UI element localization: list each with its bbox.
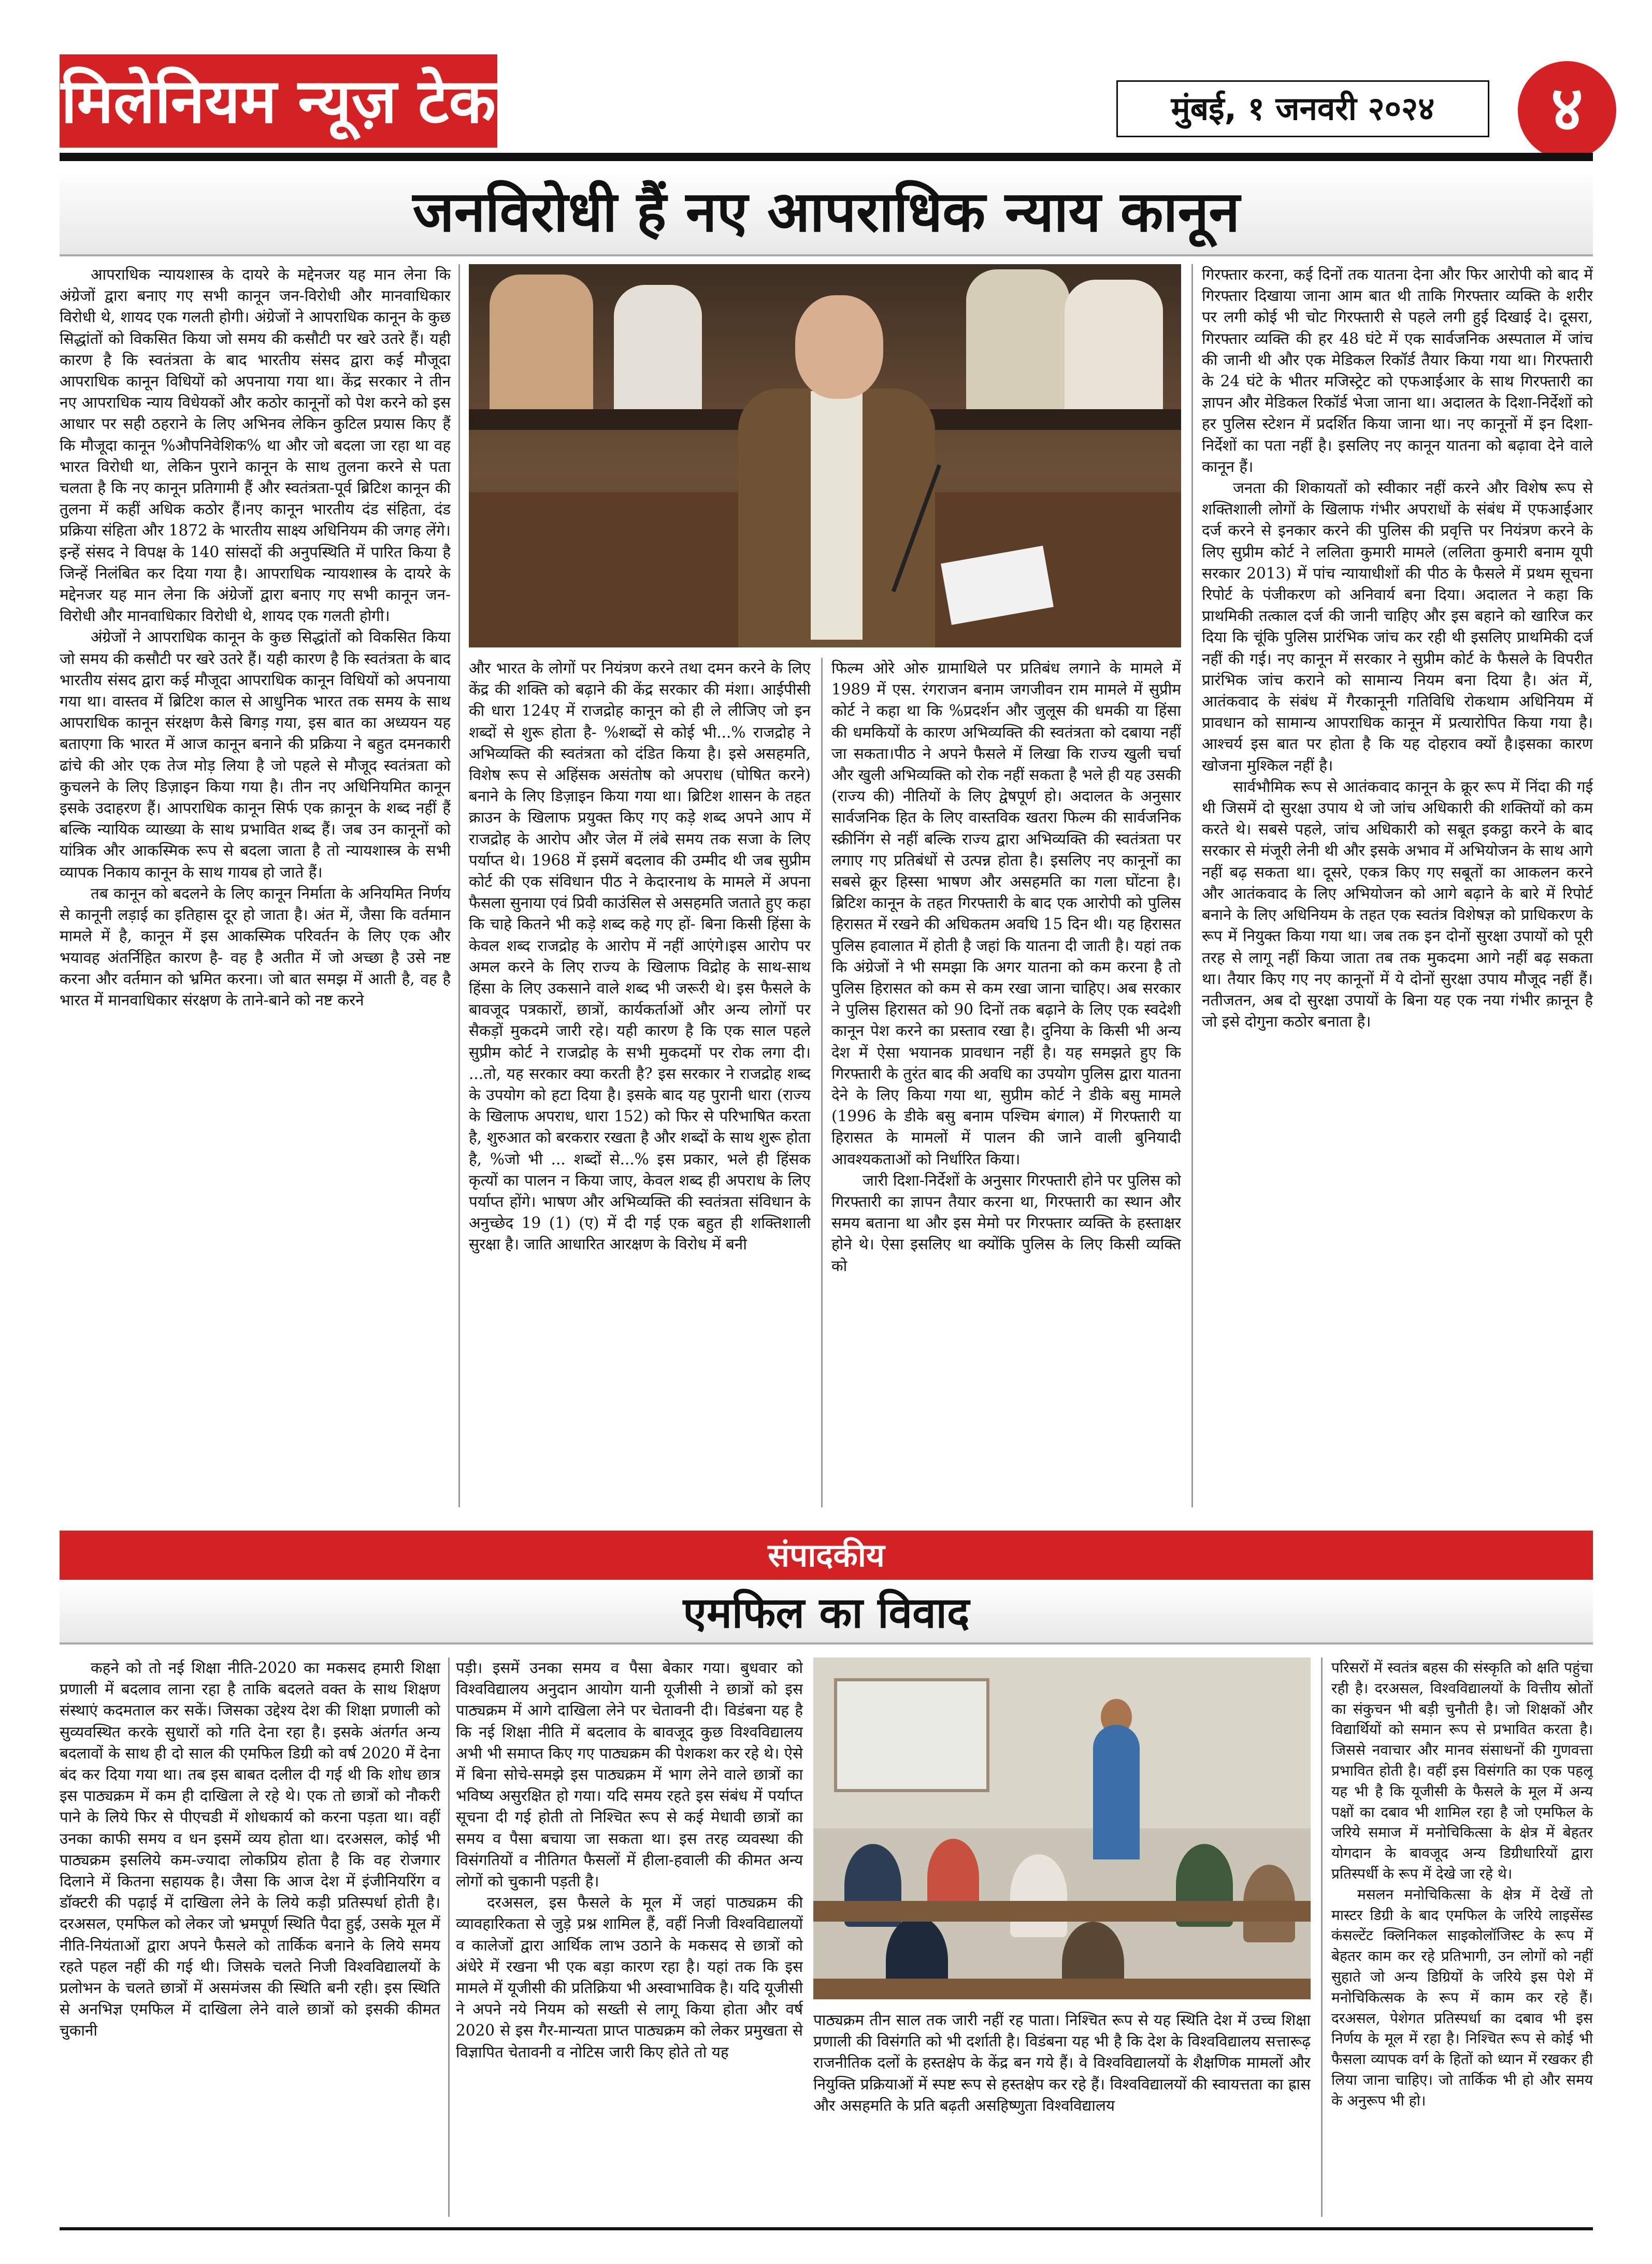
editorial-column-2 [456,1657,803,2217]
lead-headline-bar [60,168,1593,256]
column-rule [1321,1657,1323,2217]
lead-paragraph: अंग्रेजों ने आपराधिक कानून के कुछ सिद्धांतों को विकसित किया जो समय की कसौटी पर खरे उतरे हैं। यही कारण है कि स्वतंत्रता के बाद भारतीय संसद द्वारा कई मौजूदा आपराधिक कानून विधियों को अपनाया गया था। वास्तव में ब्रिटिश काल से आधुनिक भारत तक समय के साथ आपराधिक कानून संरक्षण कैसे बिगड़ गया, इस बात का अध्ययन यह बताएगा कि भारत में आज कानून बनाने की प्रक्रिया ने बहुत दमनकारी ढांचे की ओर एक तेज मोड़ लिया है जो पहले से मौजूद स्वतंत्रता को कुचलने के लिए डिज़ाइन किया गया है। तीन नए अधिनियमित कानून इसके उदाहरण हैं। आपराधिक कानून सिर्फ एक क़ानून के शब्द नहीं हैं बल्कि न्यायिक व्याख्या के साथ प्रभावित शब्द हैं। जब उन कानूनों को यांत्रिक और आकस्मिक रूप से बदला जाता है तो न्यायशास्त्र के सभी व्यापक निकाय कानून के साथ गायब हो जाते हैं। [60,628,451,881]
classroom-desk [813,1979,1311,1999]
lead-column-4 [1202,264,1593,1507]
lead-paragraph: जनता की शिकायतों को स्वीकार नहीं करने और विशेष रूप से शक्तिशाली लोगों के खिलाफ गंभीर अपराधों के संबंध में एफआईआर दर्ज करने से इनकार करने की पुलिस की प्रवृत्ति पर नियंत्रण करने के लिए सुप्रीम कोर्ट ने ललिता कुमारी मामले (ललिता कुमारी बनाम यूपी सरकार 2013) में पांच न्यायाधीशों की पीठ के फैसले में प्रथम सूचना रिपोर्ट के पंजीकरण को अनिवार्य बना दिया। अदालत ने कहा कि प्राथमिकी तत्काल दर्ज की जानी चाहिए और इस बहाने को खारिज कर दिया कि चूंकि पुलिस प्रारंभिक जांच कर रही थी इसलिए प्राथमिकी दर्ज नहीं की गई। नए कानून में सरकार ने सुप्रीम कोर्ट के फैसले के विपरीत प्रारंभिक जांच कराने को सामान्य नियम बना दिया है। अंत में, आतंकवाद के संबंध में गैरकानूनी गतिविधि रोकथाम अधिनियम में प्रावधान को सामान्य आपराधिक कानून में प्रत्यारोपित किया गया है। आश्चर्य इस बात पर होता है कि यह दोहराव क्यों है।इसका कारण खोजना मुश्किल नहीं है। [1202,479,1593,774]
section-label-text: लेख [816,57,932,147]
photo-person [490,275,593,430]
page-number: ४ [1518,61,1616,160]
masthead [0,0,1652,155]
editorial-column-1 [60,1657,440,2217]
masthead-rule [60,153,1593,161]
editorial-column-3 [813,2010,1311,2217]
teacher [1093,1725,1140,1859]
lead-headline: जनविरोधी हैं नए आपराधिक न्याय कानून [412,180,1240,244]
lead-paragraph: जारी दिशा-निर्देशों के अनुसार गिरफ्तारी होने पर पुलिस को गिरफ्तारी का ज्ञापन तैयार करना था, गिरफ्तारी का स्थान और समय बताना था और इस मेमो पर गिरफ्तार व्यक्ति के हस्ताक्षर होने थे। ऐसा इसलिए था क्योंकि पुलिस के लिए किसी व्यक्ति को [831,1171,1181,1275]
lead-paragraph: आपराधिक न्यायशास्त्र के दायरे के मद्देनजर यह मान लेना कि अंग्रेजों द्वारा बनाए गए सभी कानून जन-विरोधी और मानवाधिकार विरोधी थे, शायद एक गलती होगी। अंग्रेजों ने आपराधिक कानून के कुछ सिद्धांतों को विकसित किया जो समय की कसौटी पर खरे उतरे हैं। यही कारण है कि स्वतंत्रता के बाद भारतीय संसद द्वारा कई मौजूदा आपराधिक कानून विधियों को अपनाया गया था। केंद्र सरकार ने तीन नए आपराधिक न्याय विधेयकों और कठोर कानूनों को पेश करने को इस आधार पर सही ठहराने के लिए अभिनव लेकिन कुटिल प्रयास किए हैं कि मौजूदा कानून %औपनिवेशिक% था और जो बदला जा रहा था वह भारत विरोधी था, लेकिन पुराने कानून के साथ तुलना करने से पता चलता है कि नए कानून प्रतिगामी हैं और स्वतंत्रता-पूर्व ब्रिटिश कानून की तुलना में कहीं अधिक कठोर हैं।नए कानून भारतीय दंड संहिता, दंड प्रक्रिया संहिता और 1872 के भारतीय साक्ष्य अधिनियम की जगह लेंगे। इन्हें संसद ने विपक्ष के 140 सांसदों की अनुपस्थिति में पारित किया है जिन्हें निलंबित कर दिया गया है। आपराधिक न्यायशास्त्र के दायरे के मद्देनजर यह मान लेना कि अंग्रेजों द्वारा बनाए गए सभी कानून जन-विरोधी और मानवाधिकार विरोधी थे, शायद एक गलती होगी। [60,266,451,625]
newspaper-brand: मिलेनियम न्यूज़ टेक [60,54,497,148]
editorial-headline: एमफिल का विवाद [683,1589,970,1638]
editorial-band [60,1531,1593,1580]
photo-person [1065,280,1163,425]
editorial-paragraph: पाठ्यक्रम तीन साल तक जारी नहीं रह पाता। निश्चित रूप से यह स्थिति देश में उच्च शिक्षा प्रणाली की विसंगति को भी दर्शाती है। विडंबना यह भी है कि देश के विश्वविद्यालय सत्तारूढ़ राजनीतिक दलों के हस्तक्षेप के केंद्र बन गये हैं। वे विश्वविद्यालयों के शैक्षणिक मामलों और नियुक्ति प्रक्रियाओं में स्पष्ट रूप से हस्तक्षेप कर रहे हैं। विश्वविद्यालयों की स्वायत्तता का ह्रास और असहमति के प्रति बढ़ती असहिष्णुता विश्वविद्यालय [813,2011,1311,2114]
editorial-paragraph: परिसरों में स्वतंत्र बहस की संस्कृति को क्षति पहुंचा रही है। दरअसल, विश्वविद्यालयों के वित्तीय स्रोतों का संकुचन भी बड़ी चुनौती है। जो शिक्षकों और विद्यार्थियों को समान रूप से प्रभावित करता है। जिससे नवाचार और मानव संसाधनों की गुणवत्ता प्रभावित होती है। वहीं इस विसंगति का एक पहलू यह भी है कि यूजीसी के फैसले के मूल में अन्य पक्षों का दबाव भी शामिल रहा है जो एमफिल के जरिये समाज में मनोचिकित्सा के क्षेत्र में बेहतर योगदान के बावजूद अन्य डिग्रीधारियों द्वारा प्रतिस्पर्धी के रूप में देखे जा रहे थे। [1331,1659,1593,1882]
lead-column-2 [469,658,811,1507]
lead-paragraph: फिल्म ओरे ओरु ग्रामाथिले पर प्रतिबंध लगाने के मामले में 1989 में एस. रंगराजन बनाम जगजीवन राम मामले में सुप्रीम कोर्ट ने कहा था कि %प्रदर्शन और जुलूस की धमकी या हिंसा की धमकियों के कारण अभिव्यक्ति की स्वतंत्रता को दबाया नहीं जा सकता।पीठ ने अपने फैसले में लिखा कि राज्य खुली चर्चा और खुली अभिव्यक्ति को रोक नहीं सकता है भले ही यह उसकी (राज्य की) नीतियों के लिए द्वेषपूर्ण हो। अदालत के अनुसार सार्वजनिक हित के लिए वास्तविक खतरा फिल्म की सार्वजनिक स्क्रीनिंग से नहीं बल्कि राज्य द्वारा अभिव्यक्ति की स्वतंत्रता पर लगाए गए प्रतिबंधों से उत्पन्न होता है। इसलिए नए कानूनों का सबसे क्रूर हिस्सा भाषण और असहमति का गला घोंटना है। ब्रिटिश कानून के तहत गिरफ्तारी के बाद एक आरोपी को पुलिस हिरासत में रखने की अधिकतम अवधि 15 दिन थी। यह हिरासत पुलिस हवालात में होती है जहां कि यातना दी जाती है। यहां तक कि अंग्रेजों ने भी समझा कि अगर यातना को कम करना है तो पुलिस हिरासत को कम से कम रखा जाना चाहिए। अब सरकार ने पुलिस हिरासत को 90 दिनों तक बढ़ाने के लिए एक स्वदेशी कानून पेश करने का प्रस्ताव रखा है। दुनिया के किसी भी अन्य देश में ऐसा भयानक प्रावधान नहीं है। यह समझते हुए कि गिरफ्तारी के तुरंत बाद की अवधि का उपयोग पुलिस द्वारा यातना देने के लिए किया गया था, सुप्रीम कोर्ट ने डीके बसु मामले (1996 के डीके बसु बनाम पश्चिम बंगाल) में गिरफ्तारी या हिरासत के मामलों में पालन की जाने वाली बुनियादी आवश्यकताओं को निर्धारित किया। [831,659,1181,1168]
lead-paragraph: और भारत के लोगों पर नियंत्रण करने तथा दमन करने के लिए केंद्र की शक्ति को बढ़ाने की केंद्र सरकार की मंशा। आईपीसी की धारा 124ए में राजद्रोह कानून को ही ले लीजिए जो इन शब्दों से शुरू होता है- %शब्दों से कोई भी...% राजद्रोह ने अभिव्यक्ति की स्वतंत्रता को दंडित किया है। इसे असहमति, विशेष रूप से अहिंसक असंतोष को अपराध (घोषित करने) बनाने के लिए डिज़ाइन किया गया था। ब्रिटिश शासन के तहत क्राउन के खिलाफ प्रयुक्त किए गए कड़े शब्द अपने आप में राजद्रोह के आरोप और जेल में लंबे समय तक सजा के लिए पर्याप्त थे। 1968 में इसमें बदलाव की उम्मीद थी जब सुप्रीम कोर्ट की एक संविधान पीठ ने केदारनाथ के मामले में अपना फैसला सुनाया एवं प्रिवी काउंसिल से असहमति जताते हुए कहा कि चाहे कितने भी कड़े शब्द कहे गए हों- बिना किसी हिंसा के केवल शब्द राजद्रोह के आरोप में नहीं आएंगे।इस आरोप पर अमल करने के लिए राज्य के खिलाफ विद्रोह के साथ-साथ हिंसा के लिए उकसाने वाले शब्द भी जरूरी थे। इस फैसले के बावजूद पत्रकारों, छात्रों, कार्यकर्ताओं और अन्य लोगों पर सैकड़ों मुकदमे जारी रहे। यही कारण है कि एक साल पहले सुप्रीम कोर्ट ने राजद्रोह के सभी मुकदमों पर रोक लगा दी। ...तो, यह सरकार क्या करती है? इस सरकार ने राजद्रोह शब्द के उपयोग को हटा दिया है। इसके बाद यह पुरानी धारा (राज्य के खिलाफ अपराध, धारा 152) को फिर से परिभाषित करता है, शुरुआत को बरकरार रखता है और शब्दों के साथ शुरू होता है, %जो भी ... शब्दों से...% इस प्रकार, भले ही हिंसक कृत्यों का पालन न किया जाए, केवल शब्द ही अपराध के लिए पर्याप्त होंगे। भाषण और अभिव्यक्ति की स्वतंत्रता संविधान के अनुच्छेद 19 (1) (ए) में दी गई एक बहुत ही शक्तिशाली सुरक्षा है। जाति आधारित आरक्षण के विरोध में बनी [469,659,811,1253]
editorial-photo [813,1657,1311,1999]
lead-paragraph: तब कानून को बदलने के लिए कानून निर्माता के अनियमित निर्णय से कानूनी लड़ाई का इतिहास दूर हो जाता है। अंत में, जैसा कि वर्तमान मामले में है, कानून में इस आकस्मिक परिवर्तन के लिए एक और भयावह अंतर्निहित कारण है- वह है अतीत में जो अच्छा है उसे नष्ट करना और वर्तमान को भ्रमित करना। जो बात समझ में आती है, वह है भारत में मानवाधिकार संरक्षण के ताने-बाने को नष्ट करने [60,884,451,1009]
page-bottom-rule [60,2227,1593,2230]
classroom-board [834,1678,989,1792]
classroom-desk [813,1901,1311,1922]
photo-speaker [728,280,945,647]
speaker-shirt [811,391,863,640]
section-label [712,57,1036,150]
lead-photo [469,264,1181,647]
lead-column-3 [831,658,1181,1507]
column-rule [1191,264,1193,1507]
editorial-headline-bar [60,1582,1593,1645]
lead-paragraph: गिरफ्तार करना, कई दिनों तक यातना देना और फिर आरोपी को बाद में गिरफ्तार दिखाया जाना आम बात थी ताकि गिरफ्तार व्यक्ति के शरीर पर लगी कोई भी चोट गिरफ्तारी से पहले लगी हुई दिखाई दे। दूसरा, गिरफ्तार व्यक्ति की हर 48 घंटे में एक सार्वजनिक अस्पताल में जांच की जानी थी और एक मेडिकल रिकॉर्ड तैयार किया गया था। गिरफ्तारी के 24 घंटे के भीतर मजिस्ट्रेट को एफआईआर के साथ गिरफ्तारी का ज्ञापन और मेडिकल रिकॉर्ड भेजा जाना था। अदालत के दिशा-निर्देशों को हर पुलिस स्टेशन में प्रदर्शित किया जाना था। नए कानूनों में इन दिशा-निर्देशों का पता नहीं है। इसलिए नए कानून यातना को बढ़ावा देने वाले कानून हैं। [1202,266,1593,475]
editorial-paragraph: कहने को तो नई शिक्षा नीति-2020 का मकसद हमारी शिक्षा प्रणाली में बदलाव लाना रहा है ताकि बदलते वक्त के साथ शिक्षण संस्थाएं कदमताल कर सकें। जिसका उद्देश्य देश की शिक्षा प्रणाली को सुव्यवस्थित करके सुधारों को गति देना रहा है। इसके अंतर्गत अन्य बदलावों के साथ ही दो साल की एमफिल डिग्री को वर्ष 2020 में देना बंद कर दिया गया था। तब इस बाबत दलील दी गई थी कि शोध छात्र इस पाठ्यक्रम में कम ही दाखिला ले रहे थे। एक तो छात्रों को नौकरी पाने के लिये फिर से पीएचडी में शोधकार्य को करना पड़ता था। वहीं उनका काफी समय व धन इसमें व्यय होता था। दरअसल, कोई भी पाठ्यक्रम इसलिये कम-ज्यादा लोकप्रिय होता है कि वह रोजगार दिलाने में कितना सहायक है। जैसा कि आज देश में इंजीनियरिंग व डॉक्टरी की पढ़ाई में दाखिला लेने के लिये कड़ी प्रतिस्पर्धा होती है। दरअसल, एमफिल को लेकर जो भ्रमपूर्ण स्थिति पैदा हुई, उसके मूल में नीति-नियंताओं द्वारा अपने फैसले को तार्किक बनाने के लिये समय रहते पहल नहीं की गई थी। जिसके चलते निजी विश्वविद्यालयों के प्रलोभन के चलते छात्रों में असमंजस की स्थिति बनी रही। इस स्थिति से अनभिज्ञ एमफिल में दाखिला लेने वाले छात्रों को इसकी कीमत चुकानी [60,1659,440,2040]
lead-paragraph: सार्वभौमिक रूप से आतंकवाद कानून के क्रूर रूप में निंदा की गई थी जिसमें दो सुरक्षा उपाय थे जो जांच अधिकारी की शक्तियों को कम करते थे। सबसे पहले, जांच अधिकारी को सबूत इकट्ठा करने के बाद सरकार से मंजूरी लेनी थी और इसके अभाव में अभियोजन के साथ आगे नहीं बढ़ सकता था। दूसरे, एकत्र किए गए सबूतों का आकलन करने और आतंकवाद के लिए अभियोजन को आगे बढ़ाने के बारे में रिपोर्ट बनाने के लिए अधिनियम के तहत एक स्वतंत्र विशेषज्ञ को प्राधिकरण के रूप में नियुक्त किया गया था। जब तक इन दोनों सुरक्षा उपायों को पूरी तरह से लागू नहीं किया जाता तब तक मुकदमा आगे नहीं बढ़ सकता था। तैयार किए गए नए कानूनों में ये दोनों सुरक्षा उपाय मौजूद नहीं हैं। नतीजतन, अब दो सुरक्षा उपायों के बिना यह एक नया गंभीर क़ानून है जो इसे दोगुना कठोर बनाता है। [1202,777,1593,1031]
editorial-paragraph: पड़ी। इसमें उनका समय व पैसा बेकार गया। बुधवार को विश्वविद्यालय अनुदान आयोग यानी यूजीसी ने छात्रों को इस पाठ्यक्रम में आगे दाखिला लेने पर चेतावनी दी। विडंबना यह है कि नई शिक्षा नीति में बदलाव के बावजूद कुछ विश्वविद्यालय अभी भी समाप्त किए गए पाठ्यक्रम की पेशकश कर रहे थे। ऐसे में बिना सोचे-समझे इस पाठ्यक्रम में भाग लेने वाले छात्रों का भविष्य असुरक्षित हो गया। यदि समय रहते इस संबंध में पर्याप्त सूचना दी गई होती तो निश्चित रूप से कई मेधावी छात्रों का समय व पैसा बचाया जा सकता था। इस तरह व्यवस्था की विसंगतियों व नीतिगत फैसलों में हीला-हवाली की कीमत अन्य लोगों को चुकानी पड़ती है। [456,1659,803,1891]
editorial-paragraph: मसलन मनोचिकित्सा के क्षेत्र में देखें तो मास्टर डिग्री के बाद एमफिल के जरिये लाइसेंस्ड कंसल्टेंट क्लिनिकल साइकोलॉजिस्ट के रूप में बेहतर काम कर रहे प्रतिभागी, उन लोगों को नहीं सुहाते जो अन्य डिग्रियों के जरिये इस पेशे में मनोचिकित्सक के रूप में काम कर रहे हैं। दरअसल, पेशेगत प्रतिस्पर्धा का दबाव भी इस निर्णय के मूल में रहा है। निश्चित रूप से कोई भी फैसला व्यापक वर्ग के हितों को ध्यान में रखकर ही लिया जाना चाहिए। जो तार्किक भी हो और समय के अनुरूप भी हो। [1331,1885,1593,2109]
editorial-paragraph: दरअसल, इस फैसले के मूल में जहां पाठ्यक्रम की व्यावहारिकता से जुड़े प्रश्न शामिल हैं, वहीं निजी विश्वविद्यालयों व कालेजों द्वारा आर्थिक लाभ उठाने के मकसद से छात्रों को अंधेरे में रखना भी एक बड़ा कारण रहा है। यहां तक कि इस मामले में यूजीसी की प्रतिक्रिया भी अस्वाभाविक है। यदि यूजीसी ने अपने नये नियम को सख्ती से लागू किया होता और वर्ष 2020 से इस गैर-मान्यता प्राप्त पाठ्यक्रम को लेकर प्रमुखता से विज्ञापित चेतावनी व नोटिस जारी किए होते तो यह [456,1894,803,2061]
lead-column-1 [60,264,451,1507]
editorial-label: संपादकीय [768,1536,885,1574]
dateline: मुंबई, १ जनवरी २०२४ [1116,80,1489,137]
column-rule [458,264,460,1507]
student [1010,1854,1067,1937]
editorial-column-4 [1331,1657,1593,2217]
photo-person [966,269,1070,425]
column-rule [448,1657,450,2217]
column-rule [821,658,823,1507]
photo-person [614,285,702,420]
speaker-head [795,295,883,399]
